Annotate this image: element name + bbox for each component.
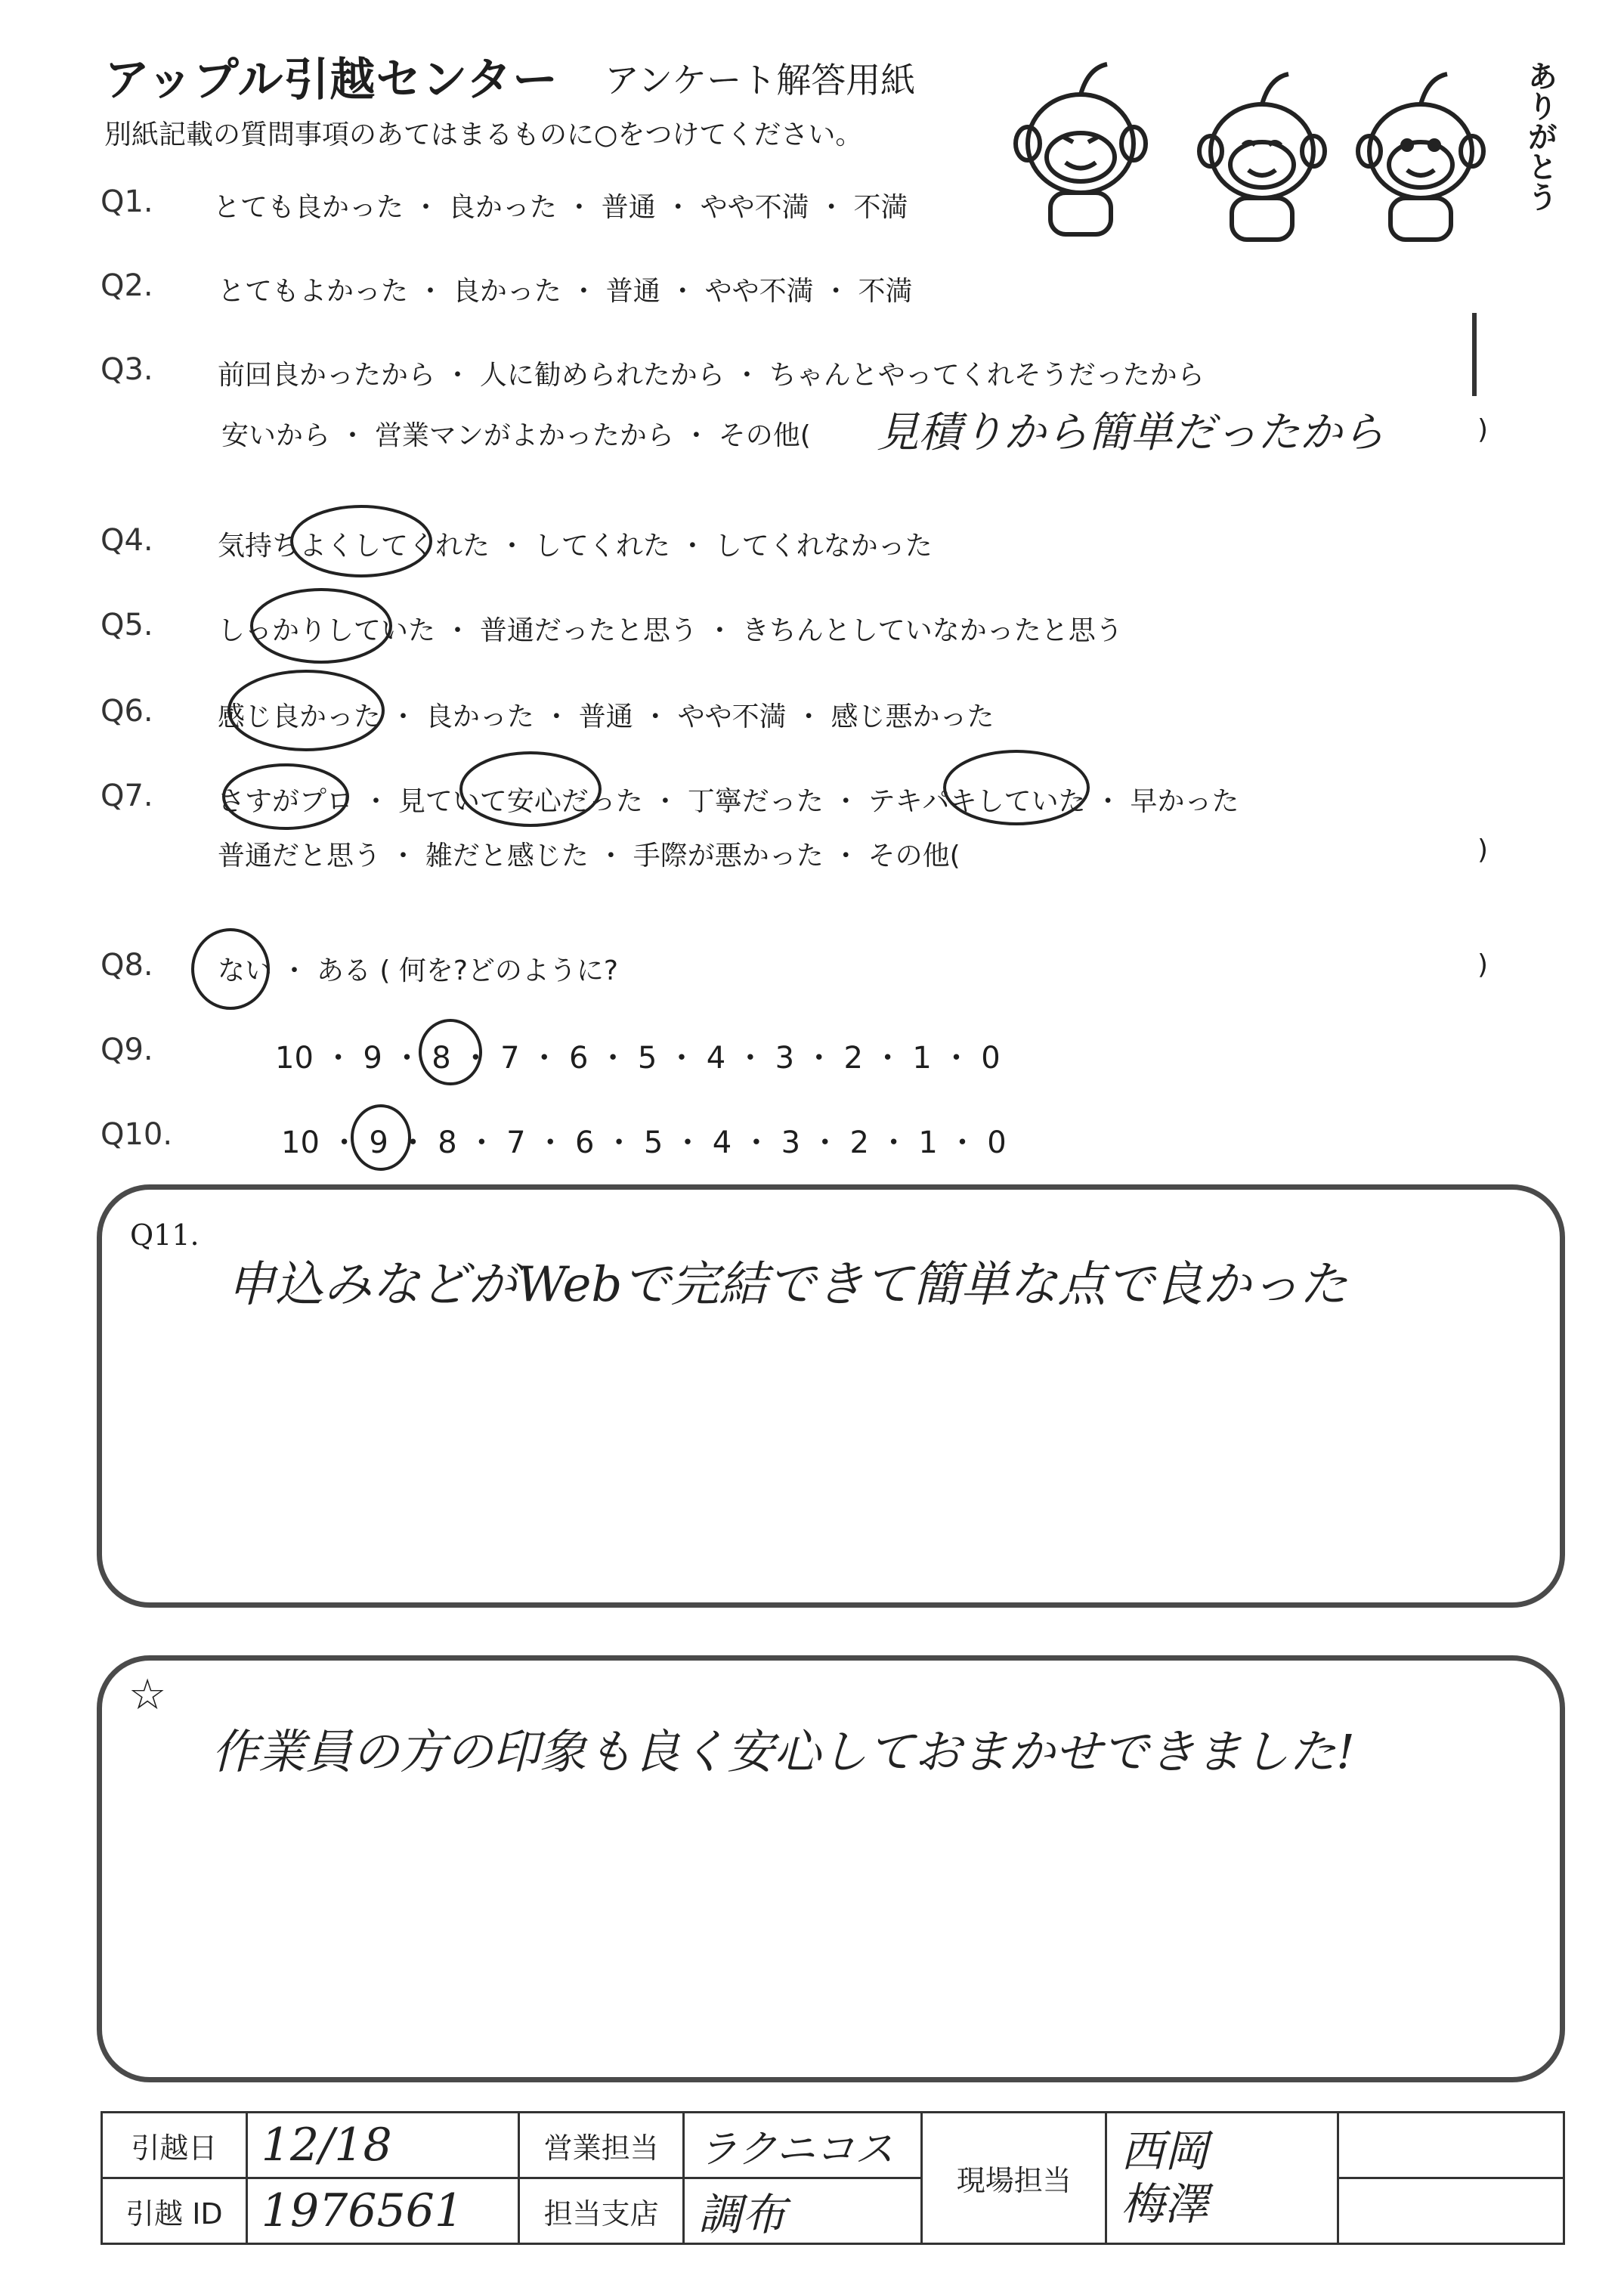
- q7-circle-3: [945, 751, 1088, 824]
- sales-value: ラクニコス: [683, 2113, 922, 2178]
- q7-close-paren: ): [1477, 834, 1489, 865]
- q2-options: とてもよかった ・ 良かった ・ 普通 ・ やや不満 ・ 不満: [218, 276, 913, 307]
- branch-label: 担当支店: [519, 2178, 683, 2244]
- q9-scale: 10 ・ 9 ・ 8 ・ 7 ・ 6 ・ 5 ・ 4 ・ 3 ・ 2 ・ 1 ・ 0: [275, 1041, 1001, 1076]
- q6-circle: [229, 671, 383, 750]
- comment-handwritten: 作業員の方の印象も良く安心しておまかせできました!: [212, 1724, 1355, 1779]
- q8-circle: [193, 930, 268, 1008]
- q5-label: Q5.: [101, 608, 153, 642]
- move-id-value: 1976561: [246, 2178, 519, 2244]
- q10-circle: [352, 1106, 410, 1169]
- footer-table: [101, 2111, 1565, 2245]
- q7-label: Q7.: [101, 779, 153, 813]
- q2-label: Q2.: [101, 268, 153, 303]
- branch-value: 調布: [683, 2178, 922, 2244]
- blank-cell-bottom: [1338, 2178, 1564, 2244]
- q3-close-paren: ): [1477, 414, 1489, 445]
- q9-label: Q9.: [101, 1032, 153, 1067]
- q1-label: Q1.: [101, 184, 153, 219]
- q7-circle-1: [224, 765, 348, 828]
- site-value-2: 梅澤: [1120, 2178, 1208, 2230]
- q5-options: しっかりしていた ・ 普通だったと思う ・ きちんとしていなかったと思う: [218, 615, 1123, 646]
- q10-label: Q10.: [101, 1117, 173, 1152]
- q10-scale: 10 ・ 9 ・ 8 ・ 7 ・ 6 ・ 5 ・ 4 ・ 3 ・ 2 ・ 1 ・ 0: [281, 1125, 1007, 1160]
- move-id-label: 引越 ID: [102, 2178, 247, 2244]
- site-value-1: 西岡: [1120, 2125, 1208, 2177]
- q7-options-line2: 普通だと思う ・ 雑だと感じた ・ 手際が悪かった ・ その他(: [218, 841, 960, 871]
- form-title: アップル引越センター: [104, 54, 558, 107]
- q3-options-line1: 前回良かったから ・ 人に勧められたから ・ ちゃんとやってくれそうだったから: [218, 360, 1205, 391]
- q6-label: Q6.: [101, 694, 153, 729]
- move-date-value: 12/18: [246, 2113, 519, 2178]
- q3-handwritten-answer: 見積りから簡単だったから: [877, 408, 1384, 457]
- q8-close-paren: ): [1477, 949, 1489, 980]
- form-subtitle: アンケート解答用紙: [605, 60, 916, 101]
- q7-circle-2: [461, 753, 600, 825]
- sales-label: 営業担当: [519, 2113, 683, 2178]
- q4-circle: [292, 506, 431, 576]
- q3-options-line2: 安いから ・ 営業マンがよかったから ・ その他(: [221, 420, 811, 451]
- q7-options-line1: さすがプロ ・ 見ていて安心だった ・ 丁寧だった ・ テキパキしていた ・ 早かった: [218, 786, 1239, 817]
- mascot-caption: ありがとう: [1523, 60, 1557, 212]
- q5-circle: [252, 590, 391, 662]
- site-label: 現場担当: [922, 2113, 1106, 2244]
- q9-circle: [420, 1020, 481, 1084]
- q6-options: 感じ良かった ・ 良かった ・ 普通 ・ やや不満 ・ 感じ悪かった: [218, 701, 995, 732]
- q4-label: Q4.: [101, 523, 153, 558]
- instruction-text: 別紙記載の質問事項のあてはまるものに○をつけてください。: [104, 119, 863, 150]
- q8-label: Q8.: [101, 948, 153, 983]
- move-date-label: 引越日: [102, 2113, 247, 2178]
- q11-handwritten-answer: 申込みなどがWebで完結できて簡単な点で良かった: [227, 1257, 1348, 1313]
- star-icon: ☆: [128, 1670, 167, 1720]
- q3-label: Q3.: [101, 352, 153, 387]
- blank-cell-top: [1338, 2113, 1564, 2178]
- q8-options: ない ・ ある ( 何を?どのように?: [218, 955, 619, 986]
- q1-options: とても良かった ・ 良かった ・ 普通 ・ やや不満 ・ 不満: [213, 192, 908, 223]
- q11-label: Q11.: [130, 1218, 200, 1252]
- q4-options: 気持ちよくしてくれた ・ してくれた ・ してくれなかった: [218, 531, 933, 562]
- site-staff-values: [1106, 2113, 1338, 2244]
